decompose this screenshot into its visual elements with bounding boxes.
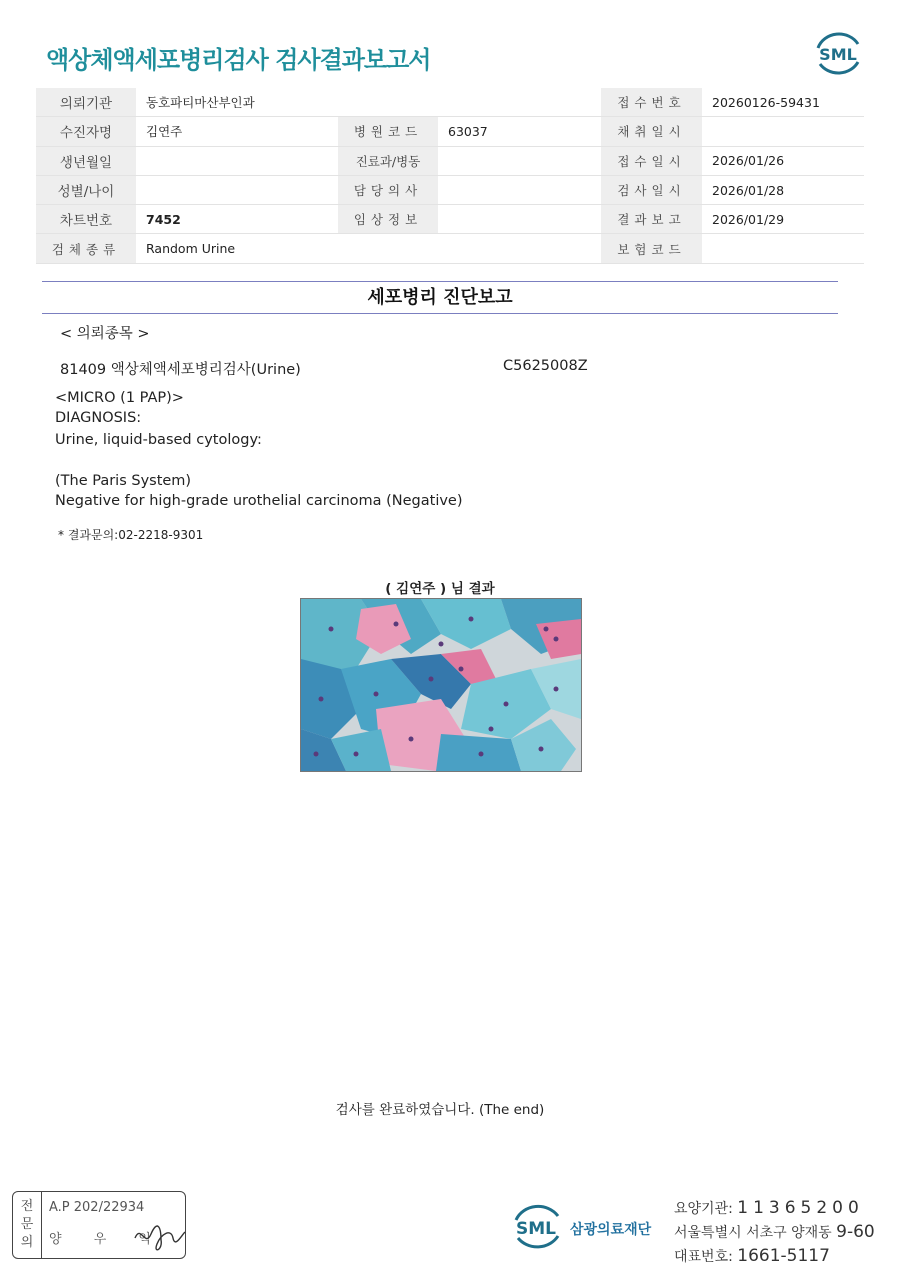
label-test-date: 검사일시 — [601, 175, 702, 204]
label-requesting-institution: 의뢰기관 — [36, 88, 136, 117]
diagnosis-heading: DIAGNOSIS: — [55, 410, 142, 426]
value-collection-date — [702, 117, 864, 146]
label-insurance-code: 보험코드 — [601, 234, 702, 263]
logo-text: SML — [819, 45, 857, 64]
phone-number: 1661-5117 — [737, 1246, 830, 1266]
stamp-side-char: 의 — [20, 1235, 34, 1250]
value-receipt-number: 20260126-59431 — [702, 88, 864, 117]
value-birth-date — [136, 146, 338, 175]
label-result-report: 결과보고 — [601, 205, 702, 234]
label-receipt-date: 접수일시 — [601, 146, 702, 175]
specimen-description: Urine, liquid-based cytology: — [55, 432, 262, 448]
address-line — [674, 1221, 875, 1245]
document-title: 액상체액세포병리검사 검사결과보고서 — [46, 46, 431, 74]
value-clinical-info — [438, 205, 601, 234]
footer-logo-text: SML — [516, 1219, 556, 1239]
patient-info-table — [36, 88, 864, 264]
value-result-report: 2026/01/29 — [702, 205, 864, 234]
table-row — [36, 175, 864, 204]
label-patient-name: 수진자명 — [36, 117, 136, 146]
value-insurance-code — [702, 234, 864, 263]
request-heading: < 의뢰종목 > — [60, 326, 150, 342]
pathologist-stamp — [12, 1191, 186, 1259]
value-test-date: 2026/01/28 — [702, 175, 864, 204]
foundation-name: 삼광의료재단 — [570, 1222, 652, 1238]
result-image-title: ( 김연주 ) 님 결과 — [385, 581, 495, 597]
stamp-side-char: 전 — [20, 1199, 34, 1214]
test-item: 81409 액상체액세포병리검사(Urine) — [60, 362, 301, 378]
label-chart-number: 차트번호 — [36, 205, 136, 234]
value-sex-age — [136, 175, 338, 204]
value-receipt-date: 2026/01/26 — [702, 146, 864, 175]
value-hospital-code: 63037 — [438, 117, 601, 146]
report-section-title: 세포병리 진단보고 — [367, 287, 513, 308]
stamp-side-char: 문 — [20, 1217, 34, 1232]
cytology-micrograph — [300, 598, 582, 772]
address-number: 9-60 — [836, 1222, 875, 1242]
phone-line — [674, 1245, 875, 1269]
footer-sml-logo — [508, 1198, 564, 1254]
value-requesting-institution: 동호파티마산부인과 — [136, 88, 601, 117]
label-attending-doctor: 담당의사 — [338, 175, 438, 204]
signature-image — [131, 1218, 186, 1256]
diagnosis-result: Negative for high-grade urothelial carcinoma (Negative) — [55, 493, 463, 509]
sml-logo — [812, 30, 864, 76]
pathologist-name: 양 우 익 — [49, 1232, 165, 1247]
label-department: 진료과/병동 — [338, 146, 438, 175]
label-clinical-info: 임상정보 — [338, 205, 438, 234]
table-row — [36, 88, 864, 117]
divider-bottom — [42, 313, 838, 314]
institution-number: 11365200 — [737, 1198, 864, 1218]
value-department — [438, 146, 601, 175]
value-attending-doctor — [438, 175, 601, 204]
license-number: A.P 202/22934 — [49, 1200, 145, 1215]
micro-line: <MICRO (1 PAP)> — [55, 390, 184, 406]
test-code: C5625008Z — [503, 358, 588, 374]
table-row — [36, 205, 864, 234]
value-chart-number: 7452 — [136, 205, 338, 234]
label-hospital-code: 병원코드 — [338, 117, 438, 146]
table-row — [36, 234, 864, 263]
table-row — [36, 117, 864, 146]
value-patient-name: 김연주 — [136, 117, 338, 146]
stamp-side-label — [13, 1192, 42, 1258]
phone-label: 대표번호: — [674, 1249, 733, 1265]
label-receipt-number: 접수번호 — [601, 88, 702, 117]
value-specimen-type: Random Urine — [136, 234, 601, 263]
label-collection-date: 채취일시 — [601, 117, 702, 146]
table-row — [36, 146, 864, 175]
label-birth-date: 생년월일 — [36, 146, 136, 175]
paris-system-line: (The Paris System) — [55, 473, 192, 489]
institution-line — [674, 1197, 875, 1221]
address-label: 서울특별시 서초구 양재동 — [674, 1225, 832, 1241]
footer-contact-block — [674, 1197, 875, 1269]
label-specimen-type: 검체종류 — [36, 234, 136, 263]
completion-message: 검사를 완료하였습니다. (The end) — [335, 1102, 545, 1118]
label-sex-age: 성별/나이 — [36, 175, 136, 204]
contact-line: * 결과문의:02-2218-9301 — [58, 528, 204, 542]
divider-top — [42, 281, 838, 282]
institution-label: 요양기관: — [674, 1201, 733, 1217]
